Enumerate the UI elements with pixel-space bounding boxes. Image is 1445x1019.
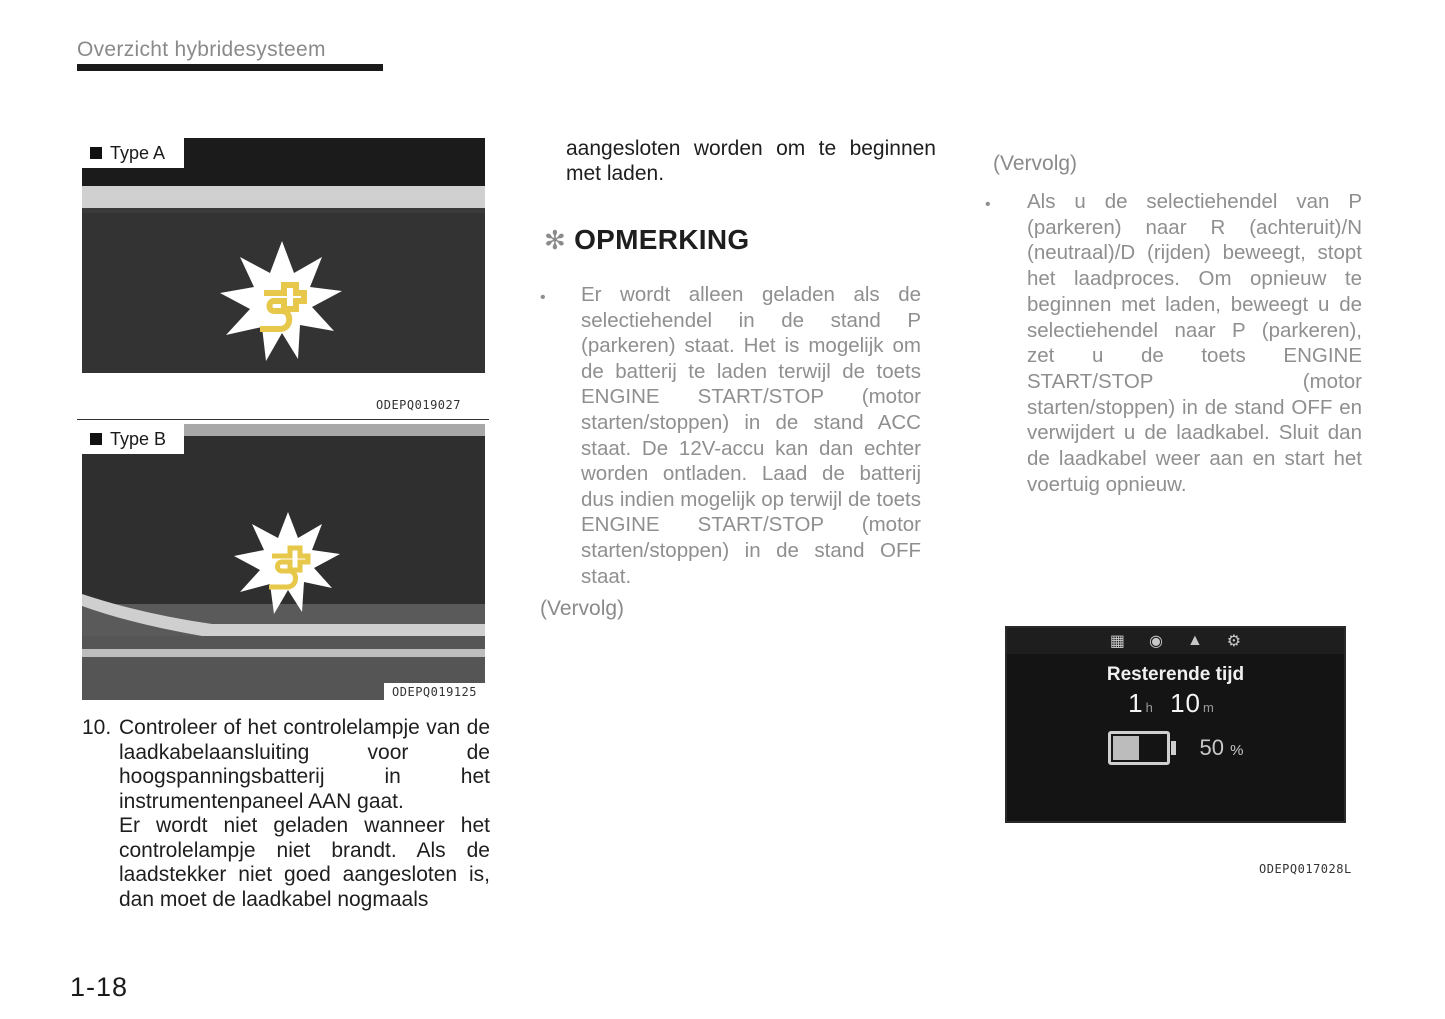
figure-code-type-a: ODEPQ019027: [376, 398, 461, 412]
page-number: 1-18: [70, 972, 129, 1002]
warning-icon: ▲: [1186, 632, 1203, 649]
note-text: Er wordt alleen geladen als de selectiehendel in de stand P (parkeren) staat. Het is mogelijk om de batterij te laden terwijl de toets ENGINE START/STOP (motor starten/stoppen) in de stand ACC staat. De 12V-accu kan dan echter worden ontladen. Laad de batterij dus indien mogelijk op terwijl de toets ENGINE START/STOP (motor starten/stoppen) in de stand OFF staat.: [581, 283, 921, 588]
battery-row: [1007, 731, 1344, 765]
note-title: OPMERKING: [574, 224, 750, 255]
battery-percent-unit: %: [1230, 742, 1244, 759]
remaining-time-value: [1007, 688, 1344, 719]
figure-label-type-a: [82, 138, 184, 168]
middle-intro: aangesloten worden om te beginnen met laden.: [566, 137, 936, 185]
step-paragraph-2: Er wordt niet geladen wanneer het controlelampje niet brandt. Als de laadstekker niet goed aangesloten is, dan moet de laadkabel nogmaals: [119, 814, 490, 911]
battery-percent: [1200, 735, 1244, 761]
battery-fill: [1113, 736, 1139, 760]
type-a-illustration: [82, 138, 485, 373]
hours-unit: h: [1145, 700, 1154, 715]
header-rule: [77, 64, 383, 71]
car-icon: ▦: [1109, 633, 1125, 650]
continued-head: (Vervolg): [993, 152, 1078, 175]
minutes-value: 10: [1170, 688, 1201, 718]
figure-code-type-b: ODEPQ019125: [384, 683, 485, 700]
battery-terminal: [1171, 741, 1176, 755]
bullet-dot-icon: •: [540, 289, 546, 306]
step-10: [82, 716, 490, 912]
battery-icon: [1108, 731, 1170, 765]
step-number: 10.: [82, 716, 112, 739]
bullet-dot-icon: •: [985, 196, 991, 213]
figure-divider: [77, 419, 489, 420]
hours-value: 1: [1128, 688, 1144, 718]
right-bullet-text: Als u de selectiehendel van P (parkeren) naar R (achteruit)/N (neutraal)/D (rijden) beweegt, stopt het laadproces. Om opnieuw te beginnen met laden, beweegt u de selectiehendel naar P (parkeren), zet u de toets ENGINE START/STOP (motor starten/stoppen) in de stand OFF en verwijdert u de laadkabel. Sluit dan de laadkabel weer aan en start het voertuig opnieuw.: [1027, 190, 1362, 496]
settings-icon: ⚙: [1226, 633, 1242, 650]
battery-percent-value: 50: [1199, 735, 1224, 760]
figure-code-cluster: ODEPQ017028L: [1259, 862, 1352, 876]
continued-label: (Vervolg): [540, 597, 625, 620]
figure-type-a: [82, 138, 485, 373]
cluster-display: [1005, 626, 1346, 823]
running-head: Overzicht hybridesysteem: [77, 38, 326, 61]
figure-label-text: Type A: [110, 143, 166, 163]
type-b-illustration: [82, 424, 485, 700]
right-bullet: [985, 189, 1362, 497]
step-paragraph-1: Controleer of het controlelampje van de laadkabelaansluiting voor de hoogspanningsbatterij in het instrumentenpaneel AAN gaat.: [119, 716, 490, 813]
figure-type-b: [82, 424, 485, 700]
figure-label-text: Type B: [110, 429, 167, 449]
note-heading: [544, 224, 749, 256]
remaining-time-label: Resterende tijd: [1106, 664, 1245, 685]
square-bullet-icon: [90, 433, 102, 445]
minutes-unit: m: [1203, 700, 1215, 715]
cluster-icon-bar: [1007, 628, 1344, 654]
note-body: [540, 282, 921, 589]
square-bullet-icon: [90, 147, 102, 159]
asterisk-icon: ✻: [544, 224, 567, 255]
figure-label-type-b: [82, 424, 184, 454]
gauge-icon: ◉: [1148, 633, 1163, 650]
